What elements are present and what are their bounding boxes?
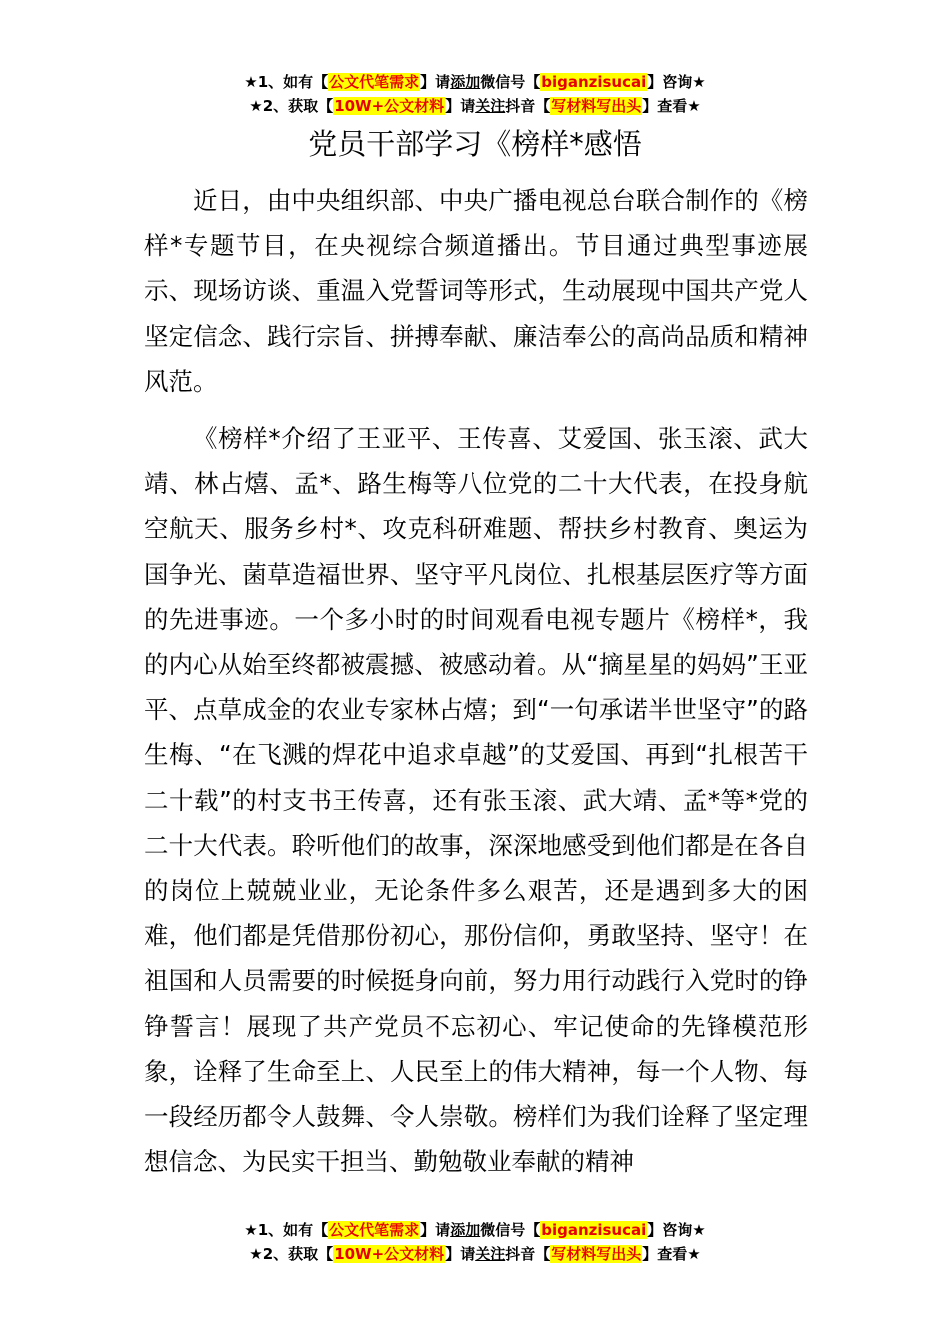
banner-highlight: 公文代笔需求 xyxy=(329,73,420,91)
banner-text: ★2、获取【 xyxy=(249,97,334,115)
banner-line-1 xyxy=(0,70,950,94)
banner-line-2 xyxy=(0,1242,950,1266)
banner-underlined-text: 关注 xyxy=(475,97,506,115)
banner-text: 】查看★ xyxy=(642,97,701,115)
banner-text: 】查看★ xyxy=(642,1245,701,1263)
document-title: 党员干部学习《榜样*感悟 xyxy=(308,127,642,161)
banner-highlight: 10W+公文材料 xyxy=(334,1245,445,1263)
banner-highlight: biganzisucai xyxy=(541,73,647,91)
banner-highlight: 写材料写出头 xyxy=(551,1245,642,1263)
banner-highlight: 10W+公文材料 xyxy=(334,97,445,115)
banner-line-1 xyxy=(0,1218,950,1242)
banner-underlined-text: 添加 xyxy=(450,73,481,91)
banner-text: 】请 xyxy=(445,97,476,115)
banner-text: ★1、如有【 xyxy=(244,73,329,91)
banner-text: ★2、获取【 xyxy=(249,1245,334,1263)
footer-banner xyxy=(0,1218,950,1266)
body-paragraph: 《榜样*介绍了王亚平、王传喜、艾爱国、张玉滚、武大靖、林占熺、孟*、路生梅等八位党的二十大代表，在投身航空航天、服务乡村*、攻克科研难题、帮扶乡村教育、奥运为国争光、菌草造福世界、坚守平凡岗位、扎根基层医疗等方面的先进事迹。一个多小时的时间观看电视专题片《榜样*，我的内心从始至终都被震撼、被感动着。从“摘星星的妈妈”王亚平、点草成金的农业专家林占熺；到“一句承诺半世坚守”的路生梅、“在飞溅的焊花中追求卓越”的艾爱国、再到“扎根苦干二十载”的村支书王传喜，还有张玉滚、武大靖、孟*等*党的二十大代表。聆听他们的故事，深深地感受到他们都是在各自的岗位上兢兢业业，无论条件多么艰苦，还是遇到多大的困难，他们都是凭借那份初心，那份信仰，勇敢坚持、坚守！在祖国和人员需要的时候挺身向前，努力用行动践行入党时的铮铮誓言！展现了共产党员不忘初心、牢记使命的先锋模范形象，诠释了生命至上、人民至上的伟大精神，每一个人物、每一段经历都令人鼓舞、令人崇敬。榜样们为我们诠释了坚定理想信念、为民实干担当、勤勉敬业奉献的精神 xyxy=(144,424,808,1177)
document-body xyxy=(144,178,808,1196)
banner-text: 】请 xyxy=(420,1221,451,1239)
banner-highlight: 写材料写出头 xyxy=(551,97,642,115)
banner-text: 】咨询★ xyxy=(647,1221,706,1239)
banner-underlined-text: 添加 xyxy=(450,1221,481,1239)
banner-line-2 xyxy=(0,94,950,118)
banner-text: ★1、如有【 xyxy=(244,1221,329,1239)
banner-text: 微信号【 xyxy=(480,1221,541,1239)
banner-text: 】请 xyxy=(420,73,451,91)
banner-text: 抖音【 xyxy=(505,97,551,115)
banner-highlight: biganzisucai xyxy=(541,1221,647,1239)
banner-underlined-text: 关注 xyxy=(475,1245,506,1263)
body-paragraph: 近日，由中央组织部、中央广播电视总台联合制作的《榜样*专题节目，在央视综合频道播出。节目通过典型事迹展示、现场访谈、重温入党誓词等形式，生动展现中国共产党人坚定信念、践行宗旨、拼搏奉献、廉洁奉公的高尚品质和精神风范。 xyxy=(144,186,808,396)
banner-text: 】咨询★ xyxy=(647,73,706,91)
banner-text: 抖音【 xyxy=(505,1245,551,1263)
header-banner xyxy=(0,70,950,118)
banner-highlight: 公文代笔需求 xyxy=(329,1221,420,1239)
banner-text: 】请 xyxy=(445,1245,476,1263)
banner-text: 微信号【 xyxy=(480,73,541,91)
